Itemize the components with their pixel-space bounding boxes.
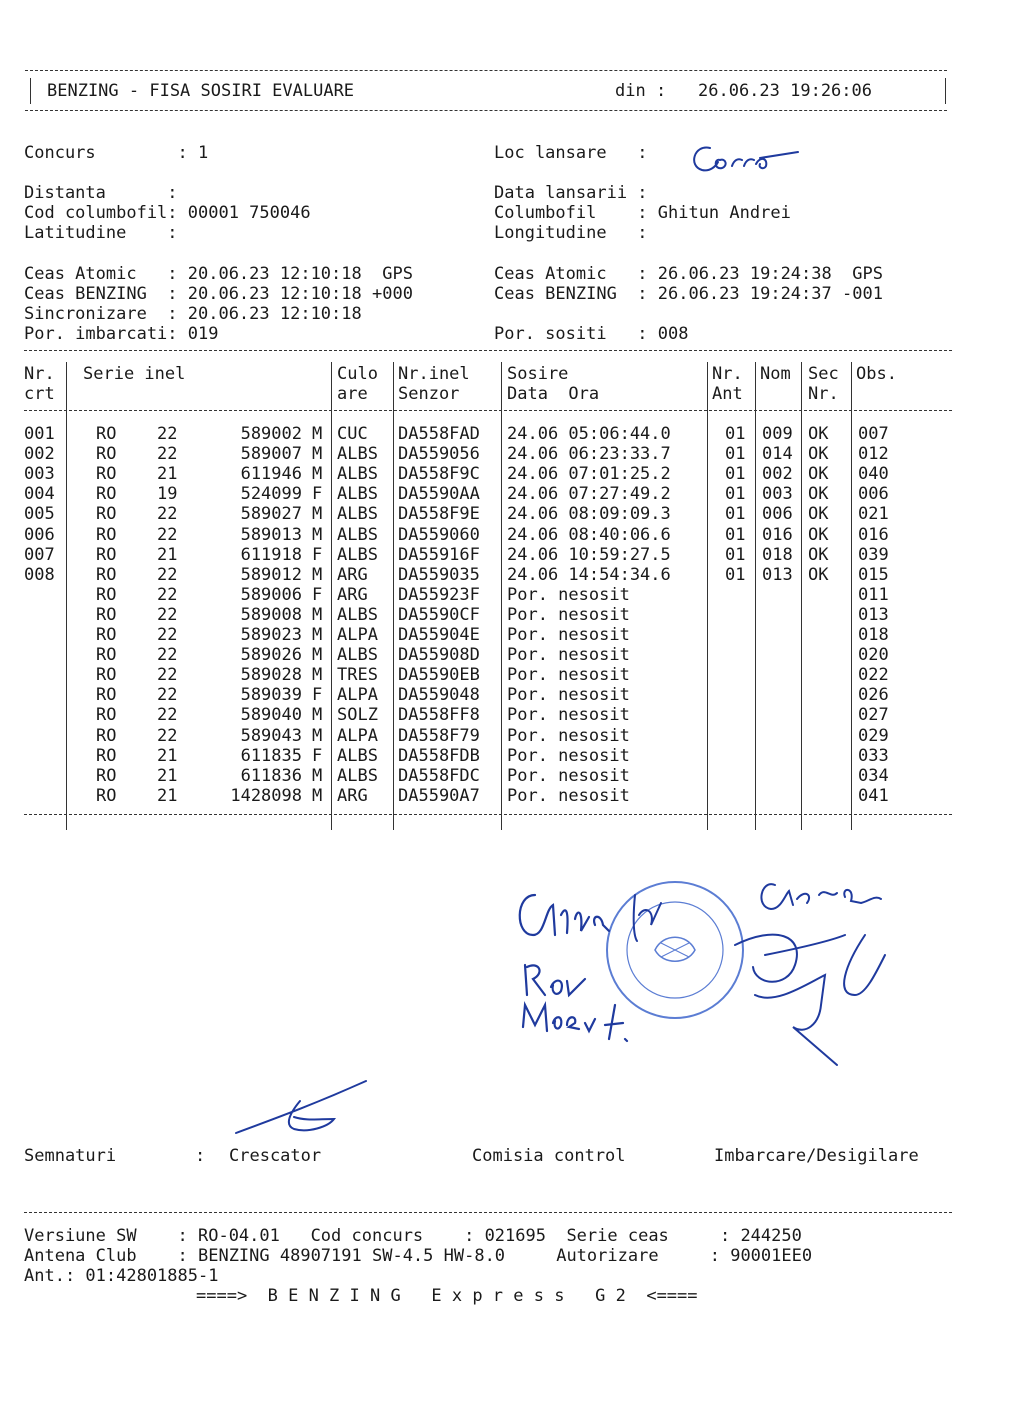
cell-senzor: DA55923F: [398, 584, 480, 605]
cell-tara: RO: [96, 524, 117, 545]
cell-culoare: ALBS: [337, 484, 378, 505]
cell-an: 21: [157, 785, 178, 806]
cell-obs: 007: [858, 424, 889, 444]
versiune-line: Versiune SW : RO-04.01 Cod concurs : 021695 Serie ceas : 244250: [24, 1226, 802, 1246]
cell-senzor: DA558FDC: [398, 765, 480, 786]
cell-an: 22: [157, 625, 178, 645]
imbarcare-desigilare-label: Imbarcare/Desigilare: [714, 1146, 919, 1166]
cell-ant: 01: [725, 544, 746, 565]
cell-an: 22: [157, 584, 178, 605]
report-date-value: 26.06.23 19:26:06: [698, 81, 872, 101]
association-stamp: [607, 882, 743, 1018]
cell-sosire: 24.06 08:09:09.3: [507, 504, 671, 525]
concurs-field: Concurs : 1: [24, 143, 209, 163]
header-serie-inel: Serie inel: [83, 364, 186, 384]
cell-sosire: Por. nesosit: [507, 604, 630, 625]
committee-signatures: [505, 855, 905, 1070]
ceas-benzing-end: Ceas BENZING : 26.06.23 19:24:37 -001: [494, 284, 883, 304]
cell-an: 22: [157, 725, 178, 746]
cell-culoare: ALBS: [337, 645, 378, 666]
cell-sosire: 24.06 10:59:27.5: [507, 544, 671, 565]
cell-senzor: DA558F9E: [398, 504, 480, 525]
ant-line: Ant.: 01:42801885-1: [24, 1266, 219, 1286]
cell-senzor: DA55916F: [398, 544, 480, 565]
cell-culoare: SOLZ: [337, 705, 378, 726]
header-left-border: [30, 78, 31, 104]
cell-ant: 01: [725, 524, 746, 545]
cell-crt: 006: [24, 524, 55, 545]
cell-crt: 005: [24, 504, 55, 525]
table-bottom-rule: [24, 814, 952, 815]
cell-senzor: DA558FF8: [398, 705, 480, 726]
cell-serie: 589006: [240, 584, 302, 605]
cell-culoare: ALBS: [337, 745, 378, 766]
cell-sex: M: [312, 564, 323, 585]
cell-tara: RO: [96, 424, 117, 444]
crescator-signature: [228, 1075, 373, 1140]
cell-serie: 589023: [240, 625, 302, 645]
cell-sosire: Por. nesosit: [507, 765, 630, 786]
col-sep-6: [755, 362, 756, 830]
cell-crt: 007: [24, 544, 55, 565]
cell-senzor: DA558F9C: [398, 464, 480, 485]
cell-nom: 018: [762, 544, 793, 565]
table-header-rule: [24, 410, 952, 411]
cell-an: 22: [157, 424, 178, 444]
cell-sex: M: [312, 504, 323, 525]
por-sositi-field: Por. sositi : 008: [494, 324, 689, 344]
cell-tara: RO: [96, 745, 117, 766]
cell-serie: 589002: [240, 424, 302, 444]
cell-obs: 041: [858, 785, 889, 806]
semnaturi-label: Semnaturi: [24, 1146, 117, 1166]
cell-an: 22: [157, 665, 178, 686]
cell-obs: 022: [858, 665, 889, 686]
cell-culoare: CUC: [337, 424, 368, 444]
benzing-brand-line: ====> B E N Z I N G E x p r e s s G 2 <====: [196, 1286, 698, 1306]
cell-culoare: TRES: [337, 665, 378, 686]
cell-culoare: ARG: [337, 785, 368, 806]
longitudine-field: Longitudine :: [494, 223, 648, 243]
cell-sex: F: [312, 484, 323, 505]
cell-senzor: DA558FDB: [398, 745, 480, 766]
cell-crt: 008: [24, 564, 55, 585]
cell-sec: OK: [808, 464, 829, 485]
cell-culoare: ALBS: [337, 444, 378, 465]
cell-ant: 01: [725, 504, 746, 525]
cell-an: 21: [157, 765, 178, 786]
cell-serie: 589026: [240, 645, 302, 666]
col-sep-3: [393, 362, 394, 830]
cell-sosire: Por. nesosit: [507, 705, 630, 726]
cell-serie: 611946: [240, 464, 302, 485]
cell-culoare: ALPA: [337, 725, 378, 746]
header-obs: Obs.: [856, 364, 897, 384]
header-nr: Nr.: [24, 364, 55, 384]
cell-tara: RO: [96, 765, 117, 786]
cell-an: 22: [157, 524, 178, 545]
cell-senzor: DA559048: [398, 685, 480, 706]
header-bottom-rule: [25, 110, 947, 111]
header-nr-ant: Nr.: [712, 364, 743, 384]
cell-nom: 014: [762, 444, 793, 465]
cell-obs: 013: [858, 604, 889, 625]
cell-sex: M: [312, 645, 323, 666]
cell-culoare: ALBS: [337, 464, 378, 485]
cell-obs: 026: [858, 685, 889, 706]
cell-tara: RO: [96, 705, 117, 726]
cell-an: 22: [157, 705, 178, 726]
header-right-border: [945, 78, 946, 104]
cell-culoare: ALBS: [337, 765, 378, 786]
cell-senzor: DA559060: [398, 524, 480, 545]
header-sosire: Sosire: [507, 364, 569, 384]
cell-serie: 524099: [240, 484, 302, 505]
col-sep-8: [851, 362, 852, 830]
cell-obs: 039: [858, 544, 889, 565]
cell-sosire: Por. nesosit: [507, 645, 630, 666]
cell-sosire: Por. nesosit: [507, 785, 630, 806]
col-sep-1: [66, 362, 67, 830]
comisia-control-label: Comisia control: [472, 1146, 626, 1166]
cell-serie: 589039: [240, 685, 302, 706]
sincronizare-field: Sincronizare : 20.06.23 12:10:18: [24, 304, 362, 324]
por-imbarcati-field: Por. imbarcati: 019: [24, 324, 219, 344]
cell-tara: RO: [96, 625, 117, 645]
cell-sosire: 24.06 05:06:44.0: [507, 424, 671, 444]
cell-crt: 001: [24, 424, 55, 444]
loc-lansare-field: Loc lansare :: [494, 143, 648, 163]
cell-sec: OK: [808, 564, 829, 585]
ceas-benzing-start: Ceas BENZING : 20.06.23 12:10:18 +000: [24, 284, 413, 304]
cell-sex: M: [312, 665, 323, 686]
cell-obs: 016: [858, 524, 889, 545]
cell-an: 22: [157, 604, 178, 625]
cell-sosire: 24.06 14:54:34.6: [507, 564, 671, 585]
col-sep-2: [331, 362, 332, 830]
header-ant: Ant: [712, 384, 743, 404]
cell-sex: M: [312, 604, 323, 625]
cell-ant: 01: [725, 564, 746, 585]
col-sep-4: [501, 362, 502, 830]
cell-culoare: ALPA: [337, 625, 378, 645]
cell-obs: 021: [858, 504, 889, 525]
data-lansarii-field: Data lansarii :: [494, 183, 648, 203]
header-top-rule: [25, 70, 947, 71]
cell-tara: RO: [96, 725, 117, 746]
cell-culoare: ALBS: [337, 504, 378, 525]
cell-nom: 013: [762, 564, 793, 585]
header-nr-inel: Nr.inel: [398, 364, 470, 384]
cell-culoare: ALPA: [337, 685, 378, 706]
cell-senzor: DA559035: [398, 564, 480, 585]
antena-line: Antena Club : BENZING 48907191 SW-4.5 HW-8.0 Autorizare : 90001EE0: [24, 1246, 813, 1266]
cell-sec: OK: [808, 544, 829, 565]
cell-tara: RO: [96, 604, 117, 625]
header-sec: Sec: [808, 364, 839, 384]
cell-culoare: ALBS: [337, 544, 378, 565]
cell-sex: M: [312, 424, 323, 444]
header-nom: Nom: [760, 364, 791, 384]
cell-tara: RO: [96, 665, 117, 686]
cell-sex: M: [312, 765, 323, 786]
cell-culoare: ALBS: [337, 524, 378, 545]
loc-lansare-handwriting: [680, 136, 810, 180]
cell-obs: 033: [858, 745, 889, 766]
cell-serie: 611835: [240, 745, 302, 766]
cell-sex: M: [312, 524, 323, 545]
cell-tara: RO: [96, 584, 117, 605]
cell-tara: RO: [96, 564, 117, 585]
cell-crt: 003: [24, 464, 55, 485]
cell-an: 21: [157, 745, 178, 766]
report-title: BENZING - FISA SOSIRI EVALUARE: [47, 81, 355, 101]
cell-obs: 020: [858, 645, 889, 666]
cell-serie: 589028: [240, 665, 302, 686]
cell-culoare: ARG: [337, 564, 368, 585]
cell-an: 22: [157, 685, 178, 706]
cell-obs: 015: [858, 564, 889, 585]
cell-culoare: ARG: [337, 584, 368, 605]
crescator-label: Crescator: [229, 1146, 322, 1166]
cell-obs: 012: [858, 444, 889, 465]
cell-sex: F: [312, 544, 323, 565]
header-culo: Culo: [337, 364, 378, 384]
semnaturi-separator: :: [195, 1146, 206, 1166]
cell-sosire: Por. nesosit: [507, 625, 630, 645]
cod-columbofil-field: Cod columbofil: 00001 750046: [24, 203, 311, 223]
cell-sex: F: [312, 745, 323, 766]
cell-serie: 589043: [240, 725, 302, 746]
cell-serie: 589040: [240, 705, 302, 726]
cell-an: 21: [157, 464, 178, 485]
cell-serie: 589013: [240, 524, 302, 545]
cell-nom: 002: [762, 464, 793, 485]
header-data-ora: Data Ora: [507, 384, 600, 404]
cell-senzor: DA5590EB: [398, 665, 480, 686]
cell-tara: RO: [96, 484, 117, 505]
cell-sex: M: [312, 785, 323, 806]
cell-tara: RO: [96, 544, 117, 565]
header-are: are: [337, 384, 368, 404]
cell-serie: 589007: [240, 444, 302, 465]
cell-nom: 016: [762, 524, 793, 545]
cell-tara: RO: [96, 645, 117, 666]
cell-an: 22: [157, 444, 178, 465]
cell-an: 21: [157, 544, 178, 565]
cell-obs: 006: [858, 484, 889, 505]
cell-sosire: Por. nesosit: [507, 725, 630, 746]
cell-sex: M: [312, 625, 323, 645]
distanta-field: Distanta :: [24, 183, 178, 203]
cell-senzor: DA55904E: [398, 625, 480, 645]
cell-obs: 018: [858, 625, 889, 645]
cell-tara: RO: [96, 785, 117, 806]
cell-obs: 027: [858, 705, 889, 726]
cell-obs: 029: [858, 725, 889, 746]
cell-an: 22: [157, 564, 178, 585]
cell-sec: OK: [808, 524, 829, 545]
cell-sex: M: [312, 444, 323, 465]
cell-sosire: 24.06 06:23:33.7: [507, 444, 671, 465]
cell-serie: 1428098: [230, 785, 302, 806]
cell-sosire: Por. nesosit: [507, 745, 630, 766]
cell-obs: 040: [858, 464, 889, 485]
cell-sosire: 24.06 07:27:49.2: [507, 484, 671, 505]
cell-crt: 004: [24, 484, 55, 505]
cell-sex: M: [312, 705, 323, 726]
cell-tara: RO: [96, 504, 117, 525]
cell-serie: 589027: [240, 504, 302, 525]
cell-nom: 009: [762, 424, 793, 444]
cell-sex: M: [312, 725, 323, 746]
cell-serie: 589012: [240, 564, 302, 585]
cell-tara: RO: [96, 444, 117, 465]
cell-sosire: 24.06 07:01:25.2: [507, 464, 671, 485]
latitudine-field: Latitudine :: [24, 223, 178, 243]
cell-sosire: Por. nesosit: [507, 665, 630, 686]
cell-sosire: Por. nesosit: [507, 685, 630, 706]
cell-serie: 611836: [240, 765, 302, 786]
cell-obs: 011: [858, 584, 889, 605]
ceas-atomic-end: Ceas Atomic : 26.06.23 19:24:38 GPS: [494, 264, 883, 284]
col-sep-5: [707, 362, 708, 830]
cell-senzor: DA559056: [398, 444, 480, 465]
cell-obs: 034: [858, 765, 889, 786]
cell-sec: OK: [808, 484, 829, 505]
cell-sex: M: [312, 464, 323, 485]
cell-ant: 01: [725, 484, 746, 505]
cell-nom: 003: [762, 484, 793, 505]
cell-senzor: DA558F79: [398, 725, 480, 746]
cell-sec: OK: [808, 444, 829, 465]
ceas-atomic-start: Ceas Atomic : 20.06.23 12:10:18 GPS: [24, 264, 413, 284]
cell-crt: 002: [24, 444, 55, 465]
cell-senzor: DA5590CF: [398, 604, 480, 625]
cell-serie: 589008: [240, 604, 302, 625]
cell-an: 22: [157, 504, 178, 525]
cell-serie: 611918: [240, 544, 302, 565]
header-crt: crt: [24, 384, 55, 404]
col-sep-7: [801, 362, 802, 830]
table-top-rule: [24, 350, 952, 351]
cell-an: 22: [157, 645, 178, 666]
cell-ant: 01: [725, 424, 746, 444]
cell-tara: RO: [96, 685, 117, 706]
cell-senzor: DA5590A7: [398, 785, 480, 806]
cell-ant: 01: [725, 444, 746, 465]
columbofil-field: Columbofil : Ghitun Andrei: [494, 203, 791, 223]
header-senzor: Senzor: [398, 384, 460, 404]
cell-nom: 006: [762, 504, 793, 525]
cell-senzor: DA5590AA: [398, 484, 480, 505]
cell-sosire: Por. nesosit: [507, 584, 630, 605]
cell-an: 19: [157, 484, 178, 505]
report-date-label: din :: [615, 81, 667, 101]
cell-sex: F: [312, 685, 323, 706]
cell-ant: 01: [725, 464, 746, 485]
cell-sosire: 24.06 08:40:06.6: [507, 524, 671, 545]
header-sec-nr: Nr.: [808, 384, 839, 404]
footer-rule: [24, 1212, 952, 1213]
cell-culoare: ALBS: [337, 604, 378, 625]
cell-senzor: DA55908D: [398, 645, 480, 666]
cell-sex: F: [312, 584, 323, 605]
cell-sec: OK: [808, 504, 829, 525]
cell-tara: RO: [96, 464, 117, 485]
cell-senzor: DA558FAD: [398, 424, 480, 444]
cell-sec: OK: [808, 424, 829, 444]
